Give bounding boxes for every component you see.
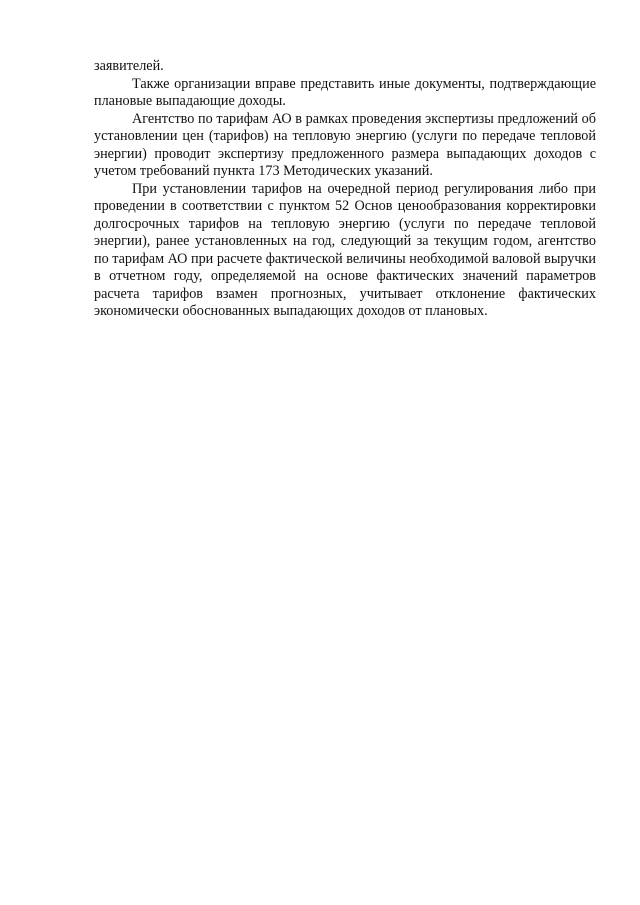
paragraph-documents: Также организации вправе представить иные документы, подтверждающие плановые выпадающие доходы. [94,75,596,109]
paragraph-expertise: Агентство по тарифам АО в рамках проведения экспертизы предложений об установлении цен (тарифов) на тепловую энергию (услуги по передаче тепловой энергии) проводит экспертизу предложенного размера выпадающих доходов с учетом требований пункта 173 Методических указаний. [94,110,596,179]
paragraph-tariffs: При установлении тарифов на очередной период регулирования либо при проведении в соответствии с пунктом 52 Основ ценообразования корректировки долгосрочных тарифов на тепловую энергию (услуги по передаче тепловой энергии), ранее установленных на год, следующий за текущим годом, агентство по тарифам АО при расчете фактической величины необходимой валовой выручки в отчетном году, определяемой на основе фактических значений параметров расчета тарифов взамен прогнозных, учитывает отклонение фактических экономически обоснованных выпадающих доходов от плановых. [94,180,596,319]
paragraph-continuation: заявителей. [94,58,164,74]
document-page [94,58,596,321]
